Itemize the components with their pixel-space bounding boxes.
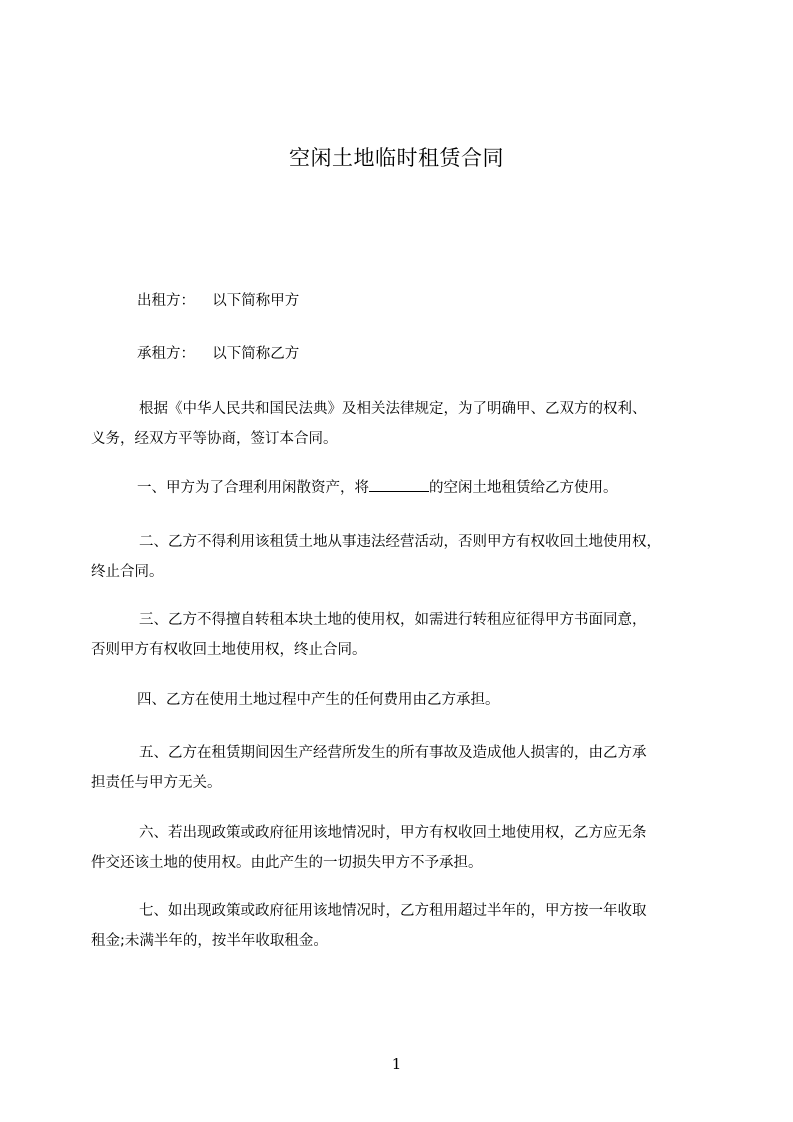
preamble-line-2: 义务，经双方平等协商，签订本合同。 [91,431,338,447]
lessor-label: 出租方： [137,293,195,309]
preamble-line-1: 根据《中华人民共和国民法典》及相关法律规定，为了明确甲、乙双方的权利、 [139,401,647,417]
clause-3-line-1: 三、乙方不得擅自转租本块土地的使用权，如需进行转租应征得甲方书面同意， [139,612,647,628]
clause-1-after: 的空闲土地租赁给乙方使用。 [429,480,618,496]
clause-7 [91,896,707,956]
lessee-line [137,339,299,369]
page-number: 1 [391,1055,402,1073]
clause-3-line-2: 否则甲方有权收回土地使用权，终止合同。 [91,642,367,658]
clause-5-line-1: 五、乙方在租赁期间因生产经营所发生的所有事故及造成他人损害的，由乙方承 [139,745,647,761]
clause-2 [91,527,707,587]
lessor-line [137,286,299,316]
lessee-label: 承租方： [137,346,195,362]
clause-5 [91,738,707,798]
clause-7-line-2: 租金;未满半年的，按半年收取租金。 [91,933,328,949]
clause-1 [137,473,618,503]
clause-5-line-2: 担责任与甲方无关。 [91,775,222,791]
clause-6-line-1: 六、若出现政策或政府征用该地情况时，甲方有权收回土地使用权，乙方应无条 [139,825,647,841]
clause-1-blank [369,477,429,492]
clause-6-line-2: 件交还该土地的使用权。由此产生的一切损失甲方不予承担。 [91,855,483,871]
lessor-value: 以下简称甲方 [212,293,300,309]
lessee-value: 以下简称乙方 [212,346,300,362]
clause-4 [137,685,500,715]
clause-6 [91,818,707,878]
clause-1-before: 一、甲方为了合理利用闲散资产，将 [137,480,369,496]
clause-4-line-1: 四、乙方在使用土地过程中产生的任何费用由乙方承担。 [137,692,500,708]
document-title: 空闲土地临时租赁合同 [289,146,504,170]
clause-2-line-1: 二、乙方不得利用该租赁土地从事违法经营活动，否则甲方有权收回土地使用权， [139,534,661,550]
clause-2-line-2: 终止合同。 [91,564,164,580]
clause-7-line-1: 七、如出现政策或政府征用该地情况时，乙方租用超过半年的，甲方按一年收取 [139,903,647,919]
preamble-paragraph [91,394,707,454]
clause-3 [91,605,707,665]
